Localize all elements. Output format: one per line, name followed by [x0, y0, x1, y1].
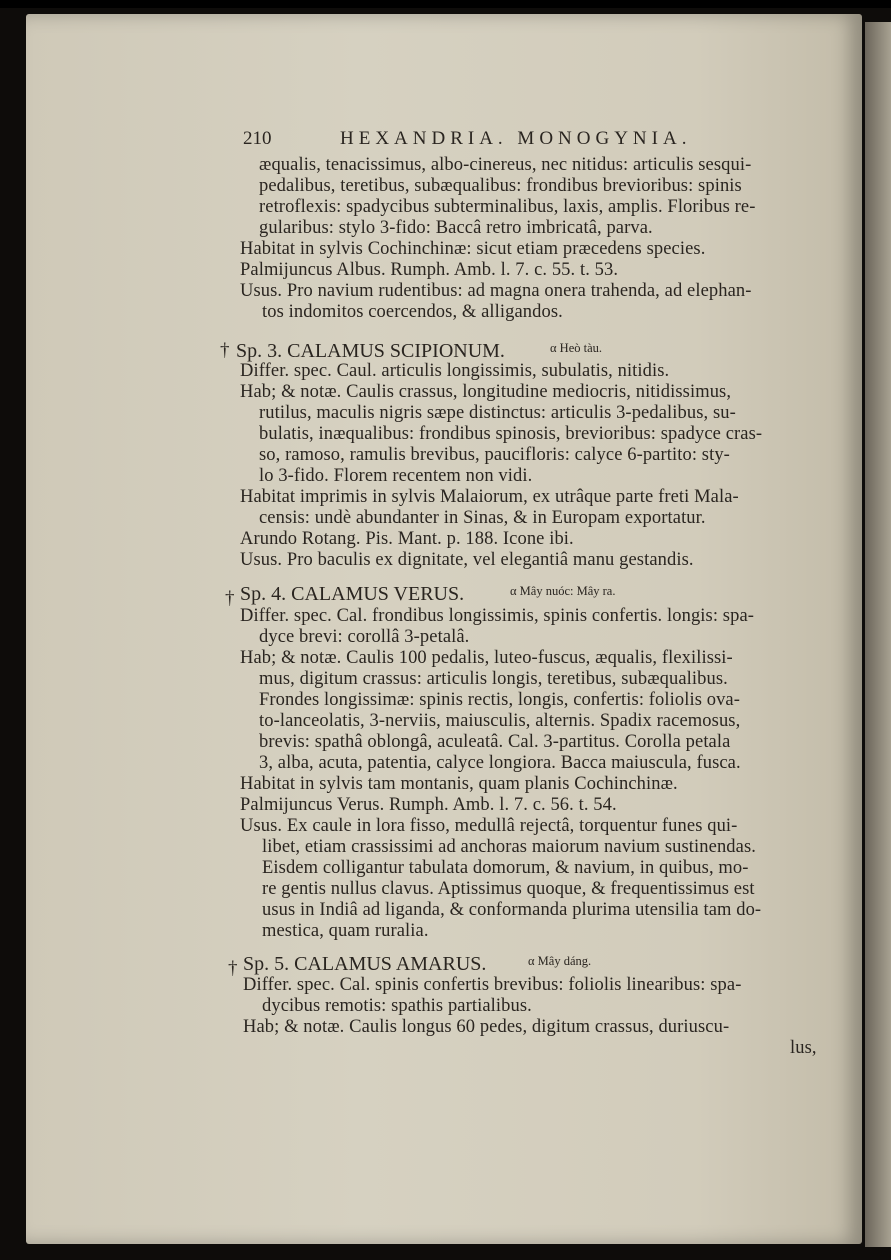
text-line: Palmijuncus Verus. Rumph. Amb. l. 7. c. 56. t. 54. — [240, 795, 617, 815]
text-line: Usus. Pro baculis ex dignitate, vel elegantiâ manu gestandis. — [240, 550, 694, 570]
text-line: Differ. spec. Caul. articulis longissimis, subulatis, nitidis. — [240, 361, 670, 381]
text-line: æqualis, tenacissimus, albo-cinereus, nec nitidus: articulis sesqui- — [259, 155, 752, 175]
text-line: Habitat imprimis in sylvis Malaiorum, ex utrâque parte freti Mala- — [240, 487, 739, 507]
dagger-mark: † — [228, 958, 238, 979]
text-line: dyce brevi: corollâ 3-petalâ. — [259, 627, 470, 647]
species-title: Sp. 3. CALAMUS SCIPIONUM. — [236, 340, 505, 362]
dagger-mark: † — [225, 588, 235, 609]
text-line: re gentis nullus clavus. Aptissimus quoque, & frequentissimus est — [262, 879, 755, 899]
text-line: usus in Indiâ ad liganda, & conformanda plurima utensilia tam do- — [262, 900, 762, 920]
vietnamese-name: α Mây nuóc: Mây ra. — [510, 584, 616, 598]
text-line: Habitat in sylvis Cochinchinæ: sicut etiam præcedens species. — [240, 239, 706, 259]
running-head: HEXANDRIA. MONOGYNIA. — [340, 128, 692, 149]
text-line: Usus. Pro navium rudentibus: ad magna onera trahenda, ad elephan- — [240, 281, 752, 301]
text-line: rutilus, maculis nigris sæpe distinctus: articulis 3-pedalibus, su- — [259, 403, 736, 423]
text-line: so, ramoso, ramulis brevibus, paucifloris: calyce 6-partito: sty- — [259, 445, 730, 465]
text-line: mus, digitum crassus: articulis longis, teretibus, subæqualibus. — [259, 669, 728, 689]
text-line: lus, — [790, 1038, 817, 1058]
species-title: Sp. 5. CALAMUS AMARUS. — [243, 953, 487, 975]
top-border — [0, 0, 891, 8]
text-line: lo 3-fido. Florem recentem non vidi. — [259, 466, 533, 486]
text-line: to-lanceolatis, 3-nerviis, maiusculis, alternis. Spadix racemosus, — [259, 711, 741, 731]
text-line: mestica, quam ruralia. — [262, 921, 429, 941]
text-line: Differ. spec. Cal. spinis confertis brevibus: foliolis linearibus: spa- — [243, 975, 742, 995]
text-line: tos indomitos coercendos, & alligandos. — [262, 302, 563, 322]
text-line: dycibus remotis: spathis partialibus. — [262, 996, 532, 1016]
text-line: bulatis, inæqualibus: frondibus spinosis, brevioribus: spadyce cras- — [259, 424, 763, 444]
text-line: gularibus: stylo 3-fido: Baccâ retro imbricatâ, parva. — [259, 218, 653, 238]
text-line: Hab; & notæ. Caulis crassus, longitudine mediocris, nitidissimus, — [240, 382, 732, 402]
text-line: Arundo Rotang. Pis. Mant. p. 188. Icone ibi. — [240, 529, 574, 549]
text-line: Frondes longissimæ: spinis rectis, longis, confertis: foliolis ova- — [259, 690, 740, 710]
text-line: Differ. spec. Cal. frondibus longissimis, spinis confertis. longis: spa- — [240, 606, 755, 626]
text-line: pedalibus, teretibus, subæqualibus: frondibus brevioribus: spinis — [259, 176, 742, 196]
text-line: Palmijuncus Albus. Rumph. Amb. l. 7. c. 55. t. 53. — [240, 260, 619, 280]
text-line: libet, etiam crassissimi ad anchoras maiorum navium sustinendas. — [262, 837, 756, 857]
text-line: Hab; & notæ. Caulis longus 60 pedes, digitum crassus, duriuscu- — [243, 1017, 730, 1037]
text-line: Eisdem colligantur tabulata domorum, & navium, in quibus, mo- — [262, 858, 749, 878]
text-line: Hab; & notæ. Caulis 100 pedalis, luteo-fuscus, æqualis, flexilissi- — [240, 648, 733, 668]
page-number: 210 — [243, 128, 272, 149]
text-line: censis: undè abundanter in Sinas, & in Europam exportatur. — [259, 508, 706, 528]
text-line: Usus. Ex caule in lora fisso, medullâ rejectâ, torquentur funes qui- — [240, 816, 738, 836]
text-line: Habitat in sylvis tam montanis, quam planis Cochinchinæ. — [240, 774, 678, 794]
next-page-edge — [865, 22, 891, 1247]
species-title: Sp. 4. CALAMUS VERUS. — [240, 583, 465, 605]
vietnamese-name: α Heò tàu. — [550, 341, 603, 355]
dagger-mark: † — [220, 340, 230, 361]
text-line: 3, alba, acuta, patentia, calyce longiora. Bacca maiuscula, fusca. — [259, 753, 741, 773]
vietnamese-name: α Mây dáng. — [528, 954, 592, 968]
text-line: brevis: spathâ oblongâ, aculeatâ. Cal. 3-partitus. Corolla petala — [259, 732, 731, 752]
text-line: retroflexis: spadycibus subterminalibus, laxis, amplis. Floribus re- — [259, 197, 756, 217]
